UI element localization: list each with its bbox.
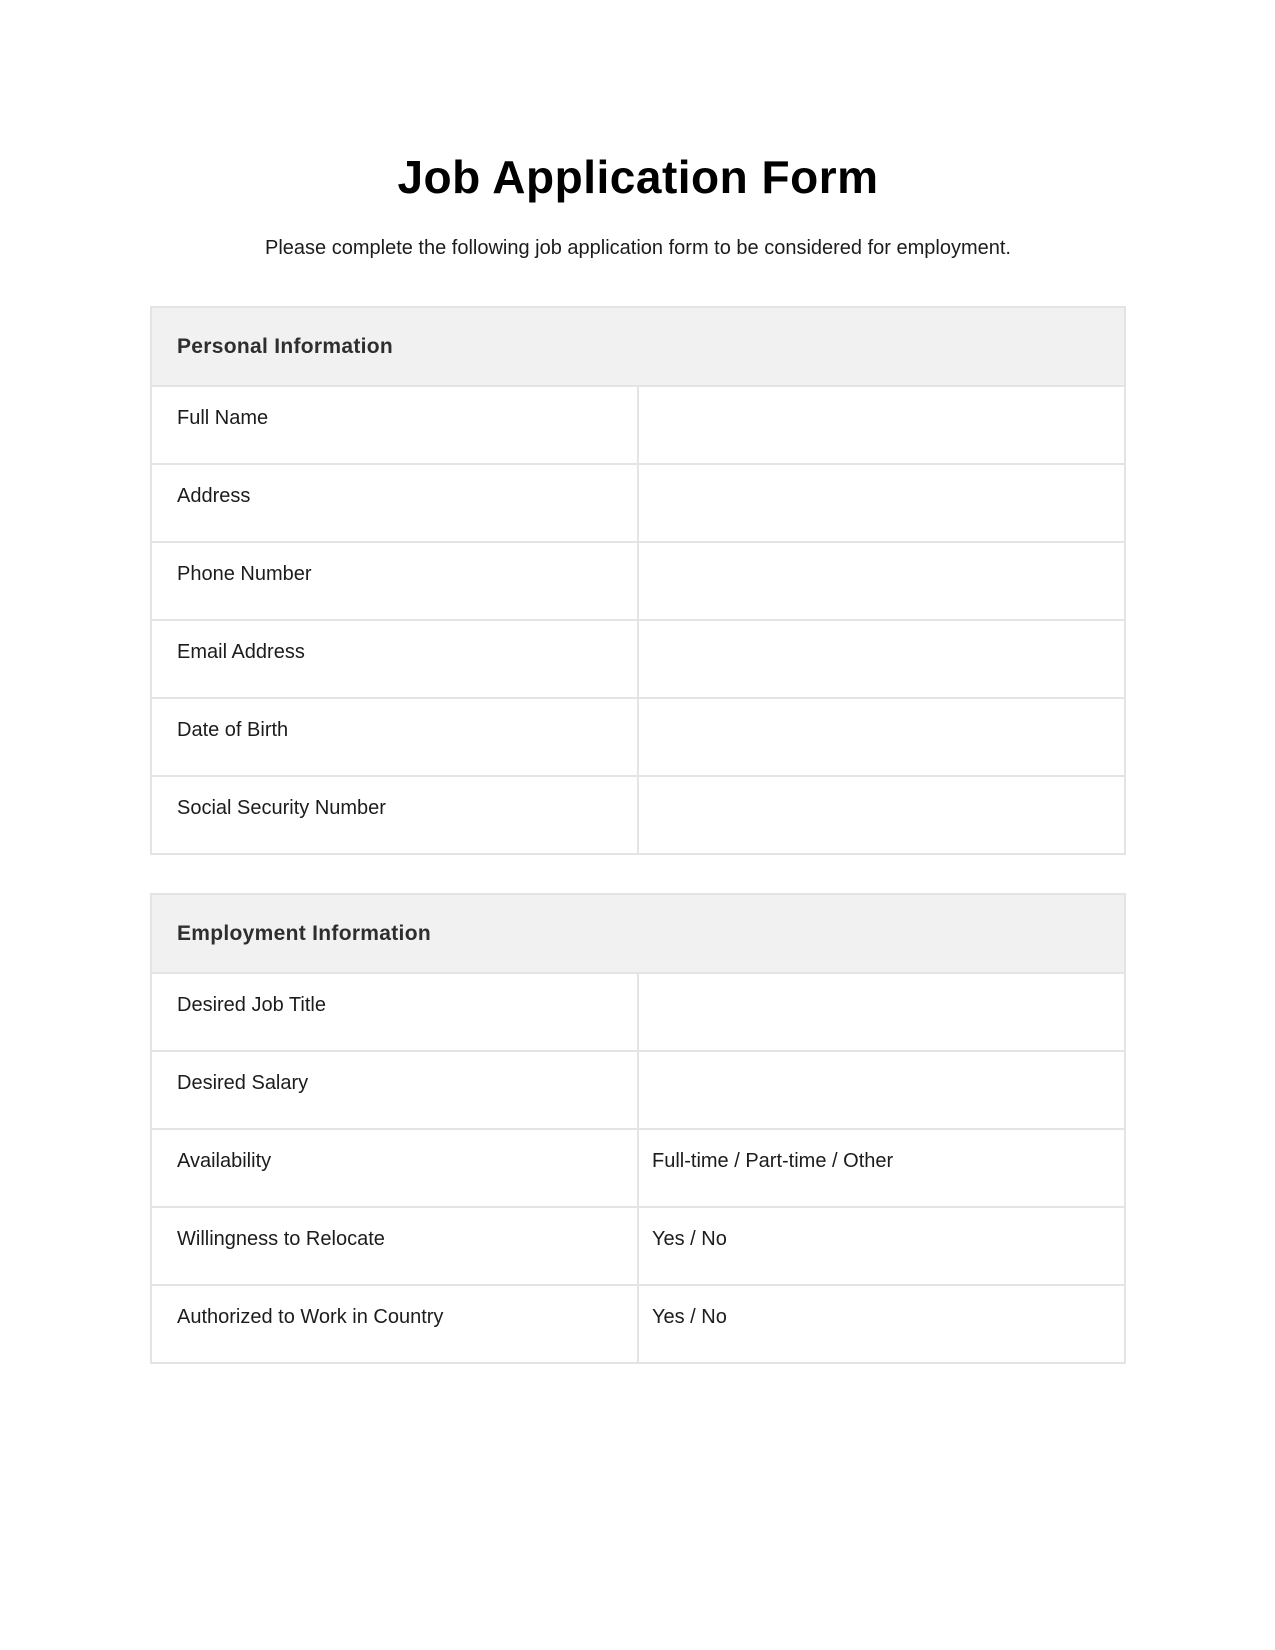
row-value-desired-job-title[interactable] <box>638 973 1125 1051</box>
table-row-phone-number <box>151 542 1125 620</box>
table-row-willingness-to-relocate <box>151 1207 1125 1285</box>
table-row-email-address <box>151 620 1125 698</box>
row-value-full-name[interactable] <box>638 386 1125 464</box>
table-row-authorized-to-work <box>151 1285 1125 1363</box>
row-label-availability: Availability <box>151 1129 638 1207</box>
row-label-address: Address <box>151 464 638 542</box>
row-label-social-security-number: Social Security Number <box>151 776 638 854</box>
table-row-desired-salary <box>151 1051 1125 1129</box>
row-label-full-name: Full Name <box>151 386 638 464</box>
row-value-social-security-number[interactable] <box>638 776 1125 854</box>
row-label-desired-salary: Desired Salary <box>151 1051 638 1129</box>
row-label-date-of-birth: Date of Birth <box>151 698 638 776</box>
personal-information-table <box>150 306 1126 855</box>
row-value-desired-salary[interactable] <box>638 1051 1125 1129</box>
row-value-phone-number[interactable] <box>638 542 1125 620</box>
page-title: Job Application Form <box>397 151 879 203</box>
row-value-address[interactable] <box>638 464 1125 542</box>
row-value-email-address[interactable] <box>638 620 1125 698</box>
table-row-full-name <box>151 386 1125 464</box>
table-row-address <box>151 464 1125 542</box>
section-header-row <box>151 894 1125 973</box>
table-row-desired-job-title <box>151 973 1125 1051</box>
row-label-willingness-to-relocate: Willingness to Relocate <box>151 1207 638 1285</box>
table-row-date-of-birth <box>151 698 1125 776</box>
row-value-willingness-to-relocate[interactable]: Yes / No <box>638 1207 1125 1285</box>
row-value-availability[interactable]: Full-time / Part-time / Other <box>638 1129 1125 1207</box>
page-subtitle: Please complete the following job application form to be considered for employment. <box>265 237 1011 260</box>
table-row-availability <box>151 1129 1125 1207</box>
section-title-personal-information: Personal Information <box>151 307 1125 386</box>
row-value-date-of-birth[interactable] <box>638 698 1125 776</box>
row-label-authorized-to-work: Authorized to Work in Country <box>151 1285 638 1363</box>
employment-information-table <box>150 893 1126 1364</box>
row-label-desired-job-title: Desired Job Title <box>151 973 638 1051</box>
row-label-email-address: Email Address <box>151 620 638 698</box>
row-label-phone-number: Phone Number <box>151 542 638 620</box>
table-row-social-security-number <box>151 776 1125 854</box>
section-title-employment-information: Employment Information <box>151 894 1125 973</box>
row-value-authorized-to-work[interactable]: Yes / No <box>638 1285 1125 1363</box>
section-header-row <box>151 307 1125 386</box>
